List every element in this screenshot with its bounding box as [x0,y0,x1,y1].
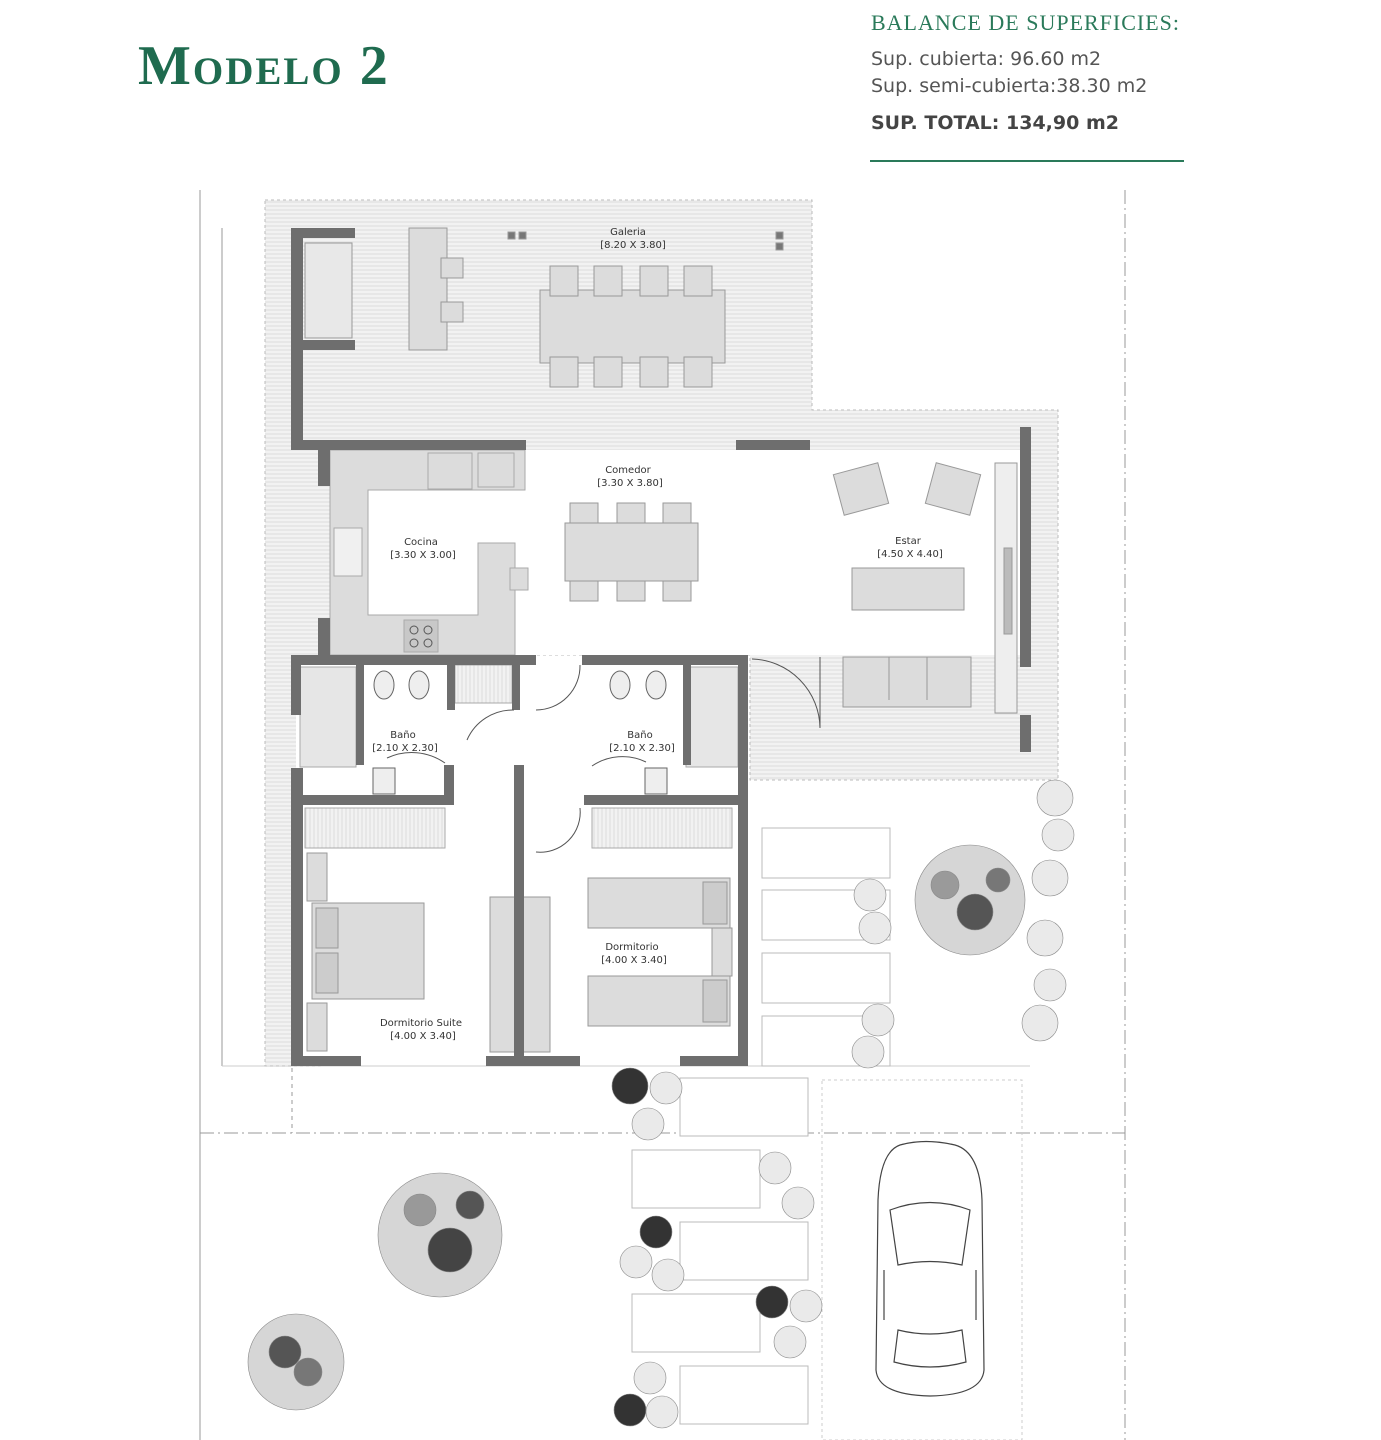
dormitorio-dims: [4.00 X 3.40] [601,955,667,966]
bano-1-name: Baño [390,730,416,741]
bano-2-dims: [2.10 X 2.30] [609,743,675,754]
dormitorio-suite-dims: [4.00 X 3.40] [390,1031,456,1042]
dining-table [565,503,698,601]
balance-title: BALANCE DE SUPERFICIES: [871,10,1181,35]
comedor-dims: [3.30 X 3.80] [597,478,663,489]
balance-covered: Sup. cubierta: 96.60 m2 [871,48,1102,70]
estar-name: Estar [895,536,921,547]
estar-dims: [4.50 X 4.40] [877,549,943,560]
cocina-dims: [3.30 X 3.00] [390,550,456,561]
comedor-name: Comedor [605,465,651,476]
bano-1-dims: [2.10 X 2.30] [372,743,438,754]
galeria-dims: [8.20 X 3.80] [600,240,666,251]
galeria-name: Galeria [610,227,646,238]
balance-total: SUP. TOTAL: 134,90 m2 [871,112,1119,134]
bano-2-name: Baño [627,730,653,741]
page-title: Modelo 2 [138,35,390,97]
cocina-name: Cocina [404,537,438,548]
car-icon [876,1142,984,1397]
balance-semi-covered: Sup. semi-cubierta:38.30 m2 [871,75,1148,97]
dormitorio-suite-name: Dormitorio Suite [379,1018,463,1029]
dormitorio-name: Dormitorio [605,942,659,953]
